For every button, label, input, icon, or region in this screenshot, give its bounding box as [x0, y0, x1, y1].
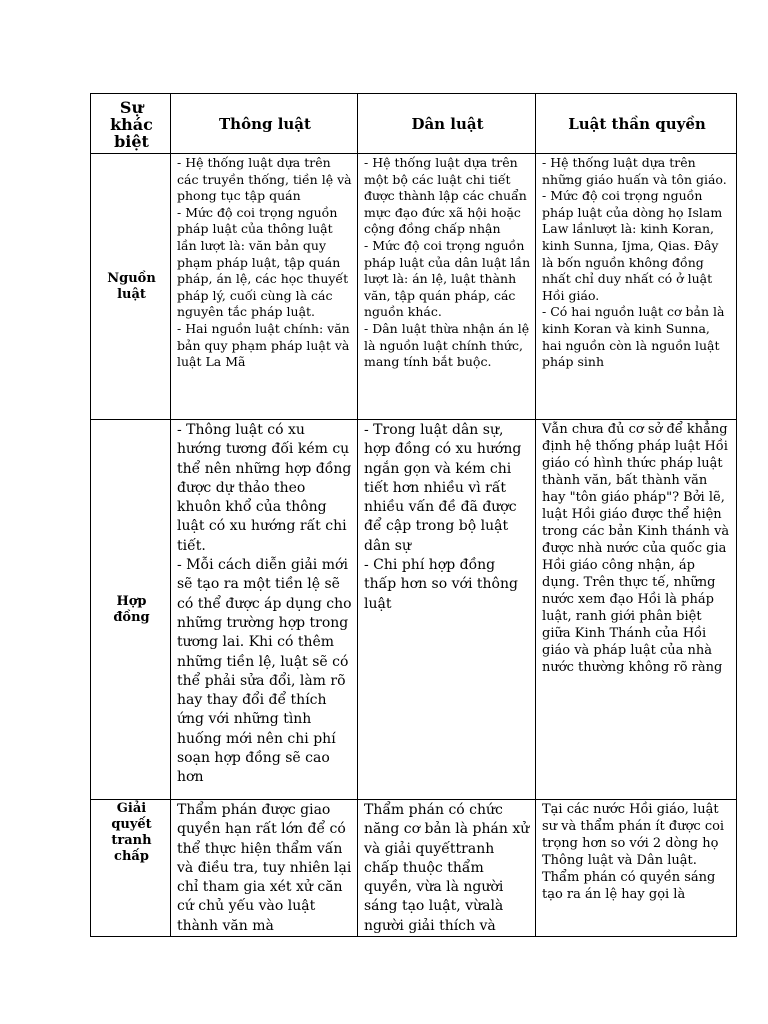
table-row: [91, 154, 737, 420]
table-cell: Tại các nước Hồi giáo, luật sư và thẩm phán ít được coi trọng hơn so với 2 dòng họ Thông luật và Dân luật. Thẩm phán có quyền sáng tạo ra án lệ hay gọi là: [536, 800, 737, 937]
table-row: [91, 800, 737, 937]
table-cell: Thẩm phán được giao quyền hạn rất lớn để có thể thực hiện thẩm vấn và điều tra, tuy nhiên lại chỉ tham gia xét xử căn cứ chủ yếu vào luật thành văn mà: [171, 800, 358, 937]
table-row: [91, 420, 737, 800]
header-cell: Thông luật: [171, 94, 358, 154]
header-cell: Luật thần quyền: [536, 94, 737, 154]
row-header-cell: Nguồn luật: [91, 154, 171, 420]
header-cell: Dân luật: [358, 94, 536, 154]
table-cell: - Hệ thống luật dựa trên các truyền thống, tiền lệ và phong tục tập quán - Mức độ coi trọng nguồn pháp luật của thông luật lần lượt là: văn bản quy phạm pháp luật, tập quán pháp, án lệ, các học thuyết pháp lý, cuối cùng là các nguyên tắc pháp luật. - Hai nguồn luật chính: văn bản quy phạm pháp luật và luật La Mã: [171, 154, 358, 420]
table-cell: Vẫn chưa đủ cơ sở để khẳng định hệ thống pháp luật Hồi giáo có hình thức pháp luật thành văn, bất thành văn hay "tôn giáo pháp"? Bởi lẽ, luật Hồi giáo được thể hiện trong các bản Kinh thánh và được nhà nước của quốc gia Hồi giáo công nhận, áp dụng. Trên thực tế, những nước xem đạo Hồi là pháp luật, ranh giới phân biệt giữa Kinh Thánh của Hồi giáo và pháp luật của nhà nước thường không rõ ràng: [536, 420, 737, 800]
table-cell: - Thông luật có xu hướng tương đối kém cụ thể nên những hợp đồng được dự thảo theo khuôn khổ của thông luật có xu hướng rất chi tiết. - Mỗi cách diễn giải mới sẽ tạo ra một tiền lệ sẽ có thể được áp dụng cho những trường hợp trong tương lai. Khi có thêm những tiền lệ, luật sẽ có thể phải sửa đổi, làm rõ hay thay đổi để thích ứng với những tình huống mới nên chi phí soạn hợp đồng sẽ cao hơn: [171, 420, 358, 800]
table-cell: - Trong luật dân sự, hợp đồng có xu hướng ngắn gọn và kém chi tiết hơn nhiều vì rất nhiều vấn đề đã được để cập trong bộ luật dân sự - Chi phí hợp đồng thấp hơn so với thông luật: [358, 420, 536, 800]
row-header-cell: Hợp đồng: [91, 420, 171, 800]
comparison-table: [90, 93, 737, 937]
table-cell: - Hệ thống luật dựa trên những giáo huấn và tôn giáo. - Mức độ coi trọng nguồn pháp luật của dòng họ Islam Law lầnlượt là: kinh Koran, kinh Sunna, Ijma, Qias. Đây là bốn nguồn không đồng nhất chỉ duy nhất có ở luật Hồi giáo. - Có hai nguồn luật cơ bản là kinh Koran và kinh Sunna, hai nguồn còn là nguồn luật pháp sinh: [536, 154, 737, 420]
row-header-cell: Giải quyết tranh chấp: [91, 800, 171, 937]
table-cell: - Hệ thống luật dựa trên một bộ các luật chi tiết được thành lập các chuẩn mực đạo đức xã hội hoặc cộng đồng chấp nhận - Mức độ coi trọng nguồn pháp luật của dân luật lần lượt là: án lệ, luật thành văn, tập quán pháp, các nguồn khác. - Dân luật thừa nhận án lệ là nguồn luật chính thức, mang tính bắt buộc.: [358, 154, 536, 420]
header-cell: Sự khác biệt: [91, 94, 171, 154]
table-header-row: [91, 94, 737, 154]
table-cell: Thẩm phán có chức năng cơ bản là phán xử và giải quyếttranh chấp thuộc thẩm quyền, vừa là người sáng tạo luật, vừalà người giải thích và: [358, 800, 536, 937]
